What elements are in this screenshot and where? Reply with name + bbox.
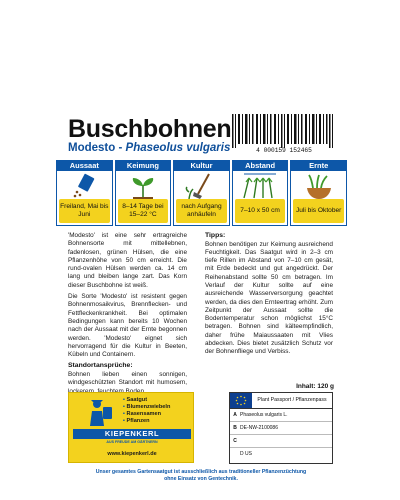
product-title: Buschbohnen (68, 115, 232, 143)
latin-name: Phaseolus vulgaris (125, 142, 231, 154)
hoe-icon (181, 172, 221, 200)
passport-value: D US (240, 451, 252, 457)
panel-text: 8–14 Tage bei 15–22 °C (118, 199, 169, 223)
info-panels (56, 160, 347, 226)
tips-column (205, 232, 333, 360)
brand-logo-block (68, 392, 194, 463)
seedling-icon (123, 172, 163, 200)
harvest-bowl-icon (299, 172, 339, 200)
panel-label: Ernte (291, 161, 346, 171)
panel-kultur (173, 160, 230, 226)
gardener-logo-icon (77, 397, 117, 427)
panel-text: Freiland, Mai bis Juni (59, 199, 110, 223)
brand-name: KIEPENKERL (73, 429, 191, 439)
seed-packet-icon (64, 172, 104, 200)
passport-key: B (233, 425, 237, 431)
panel-text: nach Aufgang anhäufeln (176, 199, 227, 223)
row-spacing-icon (240, 172, 280, 200)
tips-heading: Tipps: (205, 232, 226, 239)
category-item: ▪ Saatgut (123, 397, 170, 404)
passport-row (230, 409, 332, 422)
gmo-free-note (68, 469, 334, 482)
passport-key (230, 448, 240, 460)
panel-label: Keimung (116, 161, 171, 171)
panel-label: Aussaat (57, 161, 112, 171)
gmo-note-line: ohne Einsatz von Gentechnik. (164, 475, 238, 482)
passport-value: Phaseolus vulgaris L. (240, 412, 288, 418)
passport-value (240, 435, 332, 447)
passport-key: C (233, 438, 237, 444)
category-item: ▪ Blumenzwiebeln (123, 404, 170, 411)
passport-value: DE-NW-2100086 (240, 425, 278, 431)
panel-text: Juli bis Oktober (293, 199, 344, 223)
location-heading: Standortansprüche: (68, 362, 133, 370)
panel-text: 7–10 x 50 cm (235, 199, 286, 223)
passport-title: Plant Passport / Pflanzenpass (257, 397, 327, 403)
description-paragraph: 'Modesto' ist eine sehr ertragreiche Bohnensorte mit mittellebnen, fadenlosen, grünen Hülsen, die eine Pflanzenhöhe von 50 cm erreicht. Die rund-ovalen Hülsen werden ca. 14 cm lang und bleiben lange zart. Das Korn dieser Buschbohne ist weiß. (68, 232, 187, 289)
net-content: Inhalt: 120 g (296, 383, 334, 390)
panel-aussaat (56, 160, 113, 226)
gmo-note-line: Unser gesamtes Gartensaatgut ist ausschließlich aus traditioneller Pflanzenzüchtung (95, 469, 307, 475)
subtitle-separator: - (118, 142, 123, 154)
passport-row (230, 435, 332, 448)
plant-passport (229, 392, 333, 464)
description-column (68, 232, 187, 399)
location-paragraph: Bohnen lieben einen sonnigen, windgeschützten Standort mit humosem, (68, 370, 187, 387)
eu-flag-icon (232, 394, 250, 407)
barcode-icon (232, 114, 334, 148)
panel-keimung (115, 160, 172, 226)
tips-paragraph: Bohnen benötigen zur Keimung ausreichend Feuchtigkeit. Das Saatgut wird in 2–3 cm tiefe Rillen im Abstand von 7–10 cm gesät, mit Erde bedeckt und gut angedrückt. Der Reihenabstand sollte 50 cm betragen. Im Verlauf der Kultur sollte auf eine ausreichende Wasserversorgung geachtet werden, da dies den Ernteertrag erhöht. Zum Zeitpunkt der Aussaat sollte die Bodentemperatur schon möglichst 15°C betragen. Bohnen sind kälteempfindlich, daher frühe Maiaussaaten mit Vlies abdecken. Dies bietet zusätzlich Schutz vor der Bohnenfliege und Verbiss. (205, 240, 333, 356)
panel-label: Abstand (233, 161, 288, 171)
passport-row (230, 448, 332, 460)
brand-tagline: AUS FREUDE AM GÄRTNERN (106, 440, 158, 444)
barcode-number: 4 000159 152465 (256, 147, 312, 154)
category-item: ▪ Rasensamen (123, 411, 170, 418)
resistance-paragraph: Die Sorte 'Modesto' ist resistent gegen Bohnenmosaikvirus, Brennflecken- und Fettfleckenkrankheit. Bei optimalen Bedingungen kann bereits 10 Wochen nach der Aussaat mit der Ernte begonnen werden. 'Modesto' eignet sich hervorragend für die Kultur in Beeten, Kübeln und Containern. (68, 293, 187, 359)
website-link[interactable]: www.kiepenkerl.de (107, 451, 157, 457)
passport-key: A (233, 412, 237, 418)
passport-row (230, 422, 332, 435)
product-subtitle (68, 142, 230, 154)
category-item: ▪ Pflanzen (123, 418, 170, 425)
product-category-list (123, 397, 170, 425)
panel-ernte (290, 160, 347, 226)
panel-abstand (232, 160, 289, 226)
variety-name: Modesto (68, 142, 116, 154)
panel-label: Kultur (174, 161, 229, 171)
